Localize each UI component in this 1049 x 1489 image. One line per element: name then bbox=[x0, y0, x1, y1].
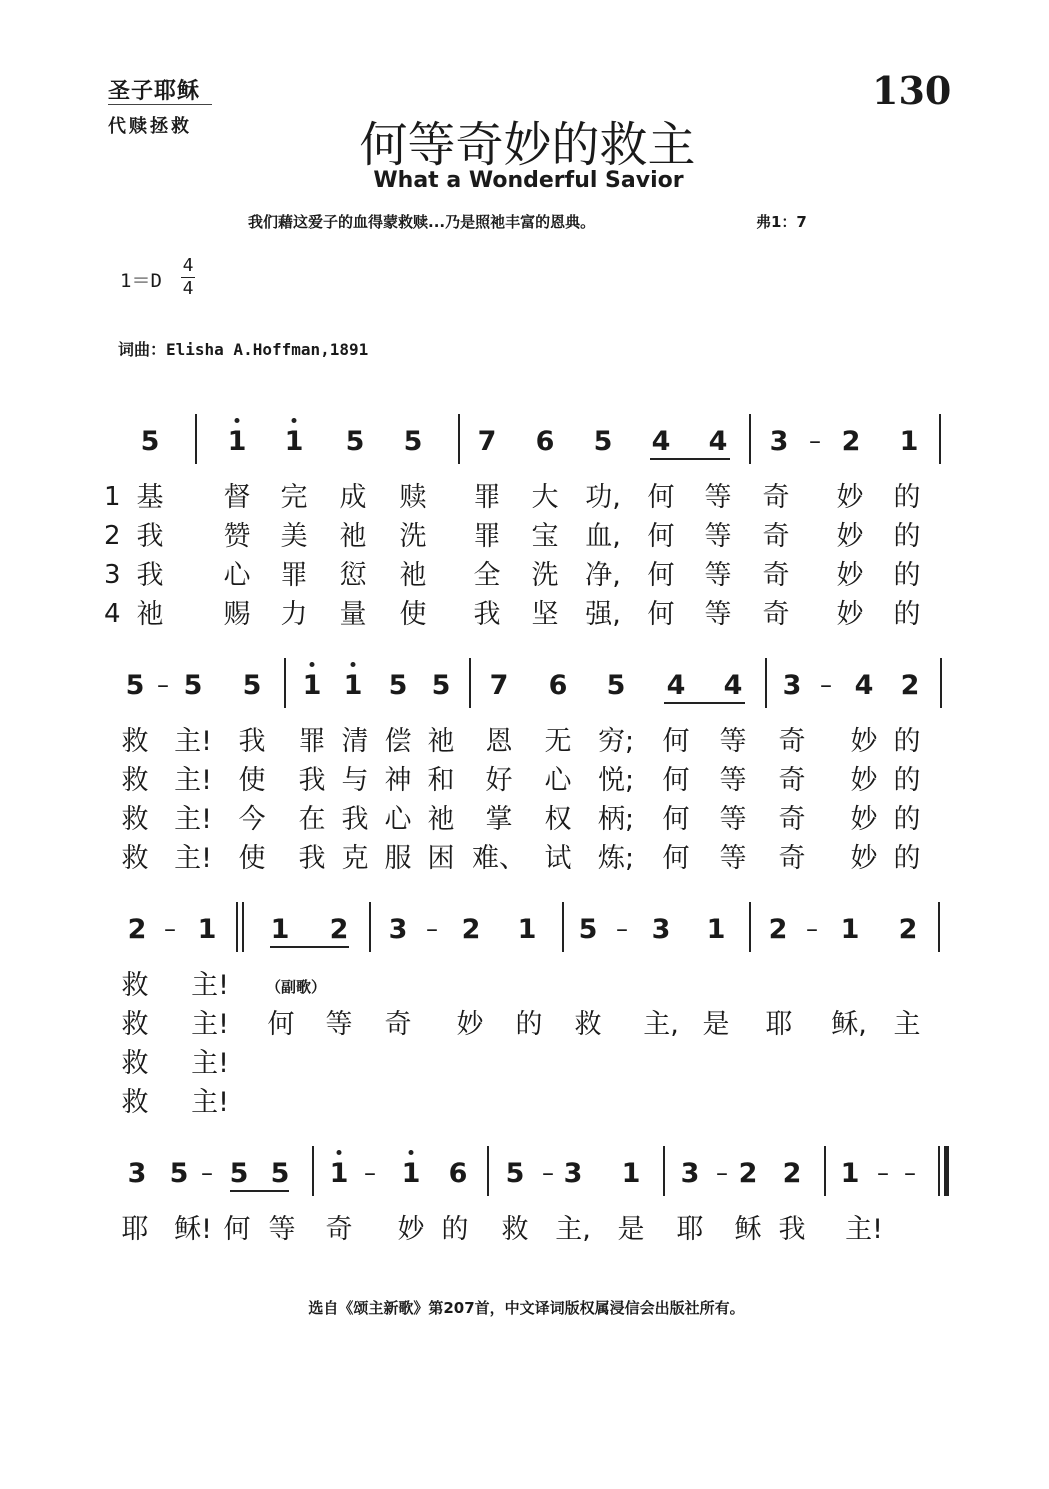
lyric-syllable: 主! bbox=[174, 843, 212, 874]
lyric-syllable: 美 bbox=[280, 521, 308, 552]
lyric-syllable: 稣 bbox=[734, 1214, 762, 1245]
lyric-syllable: 量 bbox=[339, 599, 367, 630]
lyric-syllable: 罪 bbox=[473, 482, 501, 513]
bar-line bbox=[824, 1146, 826, 1196]
lyric-syllable: 救 bbox=[121, 1009, 149, 1040]
bar-line bbox=[242, 902, 244, 952]
high-octave-dot bbox=[409, 1150, 414, 1155]
note: 2 bbox=[900, 670, 920, 701]
bar-line bbox=[765, 658, 767, 708]
bar-line bbox=[458, 414, 460, 464]
composer-credit: 词曲：Elisha A.Hoffman,1891 bbox=[118, 340, 369, 359]
lyric-syllable: 使 bbox=[238, 765, 266, 796]
bar-line bbox=[749, 414, 751, 464]
rest-dash: – bbox=[364, 1159, 376, 1187]
lyric-syllable: 赎 bbox=[399, 482, 427, 513]
bar-line bbox=[369, 902, 371, 952]
rest-dash: – bbox=[820, 671, 832, 699]
note: 1 bbox=[840, 1158, 860, 1189]
rest-dash: – bbox=[616, 915, 628, 943]
note: 2 bbox=[461, 914, 481, 945]
note: 2 bbox=[782, 1158, 802, 1189]
lyric-syllable: 等 bbox=[719, 765, 747, 796]
lyric-syllable: 罪 bbox=[280, 560, 308, 591]
lyric-syllable: 祂 bbox=[399, 560, 427, 591]
time-signature-top: 4 bbox=[182, 255, 194, 276]
lyric-syllable: 主! bbox=[191, 970, 229, 1001]
lyric-syllable: 等 bbox=[704, 599, 732, 630]
lyric-syllable: 救 bbox=[501, 1214, 529, 1245]
lyric-syllable: 何 bbox=[647, 599, 675, 630]
lyric-syllable: 无 bbox=[544, 726, 572, 757]
time-signature-bottom: 4 bbox=[182, 278, 194, 299]
note: 5 bbox=[270, 1158, 290, 1189]
lyric-syllable: 柄; bbox=[597, 804, 635, 835]
note: 2 bbox=[898, 914, 918, 945]
lyric-syllable: 何 bbox=[662, 804, 690, 835]
lyric-syllable: 妙 bbox=[850, 804, 878, 835]
lyric-syllable: 血, bbox=[585, 521, 621, 552]
lyric-syllable: 愆 bbox=[339, 560, 367, 591]
lyric-syllable: 主! bbox=[191, 1087, 229, 1118]
lyric-syllable: 恩 bbox=[485, 726, 513, 757]
lyric-syllable: 今 bbox=[238, 804, 266, 835]
bar-line bbox=[940, 658, 942, 708]
verse-number: 2 bbox=[104, 521, 121, 551]
note: 1 bbox=[343, 670, 363, 701]
lyric-syllable: 清 bbox=[341, 726, 369, 757]
scripture-reference: 弗1：7 bbox=[756, 213, 807, 231]
lyric-syllable: 的 bbox=[893, 765, 921, 796]
lyric-syllable: 功, bbox=[585, 482, 621, 513]
lyric-syllable: 我 bbox=[298, 843, 326, 874]
lyric-syllable: 在 bbox=[298, 804, 326, 835]
lyric-syllable: 妙 bbox=[836, 521, 864, 552]
lyric-syllable: 祂 bbox=[339, 521, 367, 552]
lyric-syllable: 困 bbox=[427, 843, 455, 874]
note: 5 bbox=[505, 1158, 525, 1189]
lyric-syllable: 强, bbox=[585, 599, 621, 630]
lyric-syllable: 救 bbox=[121, 1087, 149, 1118]
lyric-syllable: 我 bbox=[341, 804, 369, 835]
lyric-syllable: 救 bbox=[574, 1009, 602, 1040]
note: 1 bbox=[270, 914, 290, 945]
lyric-syllable: 宝 bbox=[531, 521, 559, 552]
verse-number: 3 bbox=[104, 560, 121, 590]
note: 5 bbox=[403, 426, 423, 457]
lyric-syllable: 救 bbox=[121, 843, 149, 874]
note: 3 bbox=[563, 1158, 583, 1189]
beam-underline bbox=[664, 702, 745, 704]
high-octave-dot bbox=[292, 418, 297, 423]
lyric-syllable: 难、 bbox=[472, 843, 526, 874]
note: 5 bbox=[606, 670, 626, 701]
beam-underline bbox=[270, 946, 349, 948]
note: 3 bbox=[680, 1158, 700, 1189]
lyric-syllable: 督 bbox=[223, 482, 251, 513]
lyric-syllable: 全 bbox=[473, 560, 501, 591]
lyric-syllable: 奇 bbox=[778, 726, 806, 757]
lyric-syllable: 奇 bbox=[762, 482, 790, 513]
chorus-label: （副歌） bbox=[266, 978, 327, 996]
bar-line bbox=[663, 1146, 665, 1196]
lyric-syllable: 主! bbox=[191, 1048, 229, 1079]
lyric-syllable: 的 bbox=[893, 843, 921, 874]
note: 1 bbox=[706, 914, 726, 945]
category-subtitle: 代赎拯救 bbox=[108, 116, 192, 137]
note: 5 bbox=[593, 426, 613, 457]
lyric-syllable: 奇 bbox=[762, 560, 790, 591]
lyric-syllable: 我 bbox=[298, 765, 326, 796]
note: 4 bbox=[854, 670, 874, 701]
note: 3 bbox=[127, 1158, 147, 1189]
high-octave-dot bbox=[310, 662, 315, 667]
lyric-syllable: 妙 bbox=[397, 1214, 425, 1245]
bar-line bbox=[284, 658, 286, 708]
lyric-syllable: 妙 bbox=[836, 560, 864, 591]
hymn-english-title: What a Wonderful Savior bbox=[373, 168, 684, 193]
lyric-syllable: 我 bbox=[136, 521, 164, 552]
lyric-syllable: 祂 bbox=[427, 726, 455, 757]
note: 5 bbox=[140, 426, 160, 457]
lyric-syllable: 奇 bbox=[325, 1214, 353, 1245]
note: 5 bbox=[345, 426, 365, 457]
note: 3 bbox=[782, 670, 802, 701]
lyric-syllable: 的 bbox=[893, 482, 921, 513]
lyric-syllable: 主, bbox=[555, 1214, 591, 1245]
bar-line bbox=[195, 414, 197, 464]
lyric-syllable: 耶 bbox=[121, 1214, 149, 1245]
lyric-syllable: 我 bbox=[473, 599, 501, 630]
lyric-syllable: 好 bbox=[485, 765, 513, 796]
note: 1 bbox=[840, 914, 860, 945]
high-octave-dot bbox=[351, 662, 356, 667]
note: 2 bbox=[329, 914, 349, 945]
lyric-syllable: 主! bbox=[174, 726, 212, 757]
rest-dash: – bbox=[716, 1159, 728, 1187]
lyric-syllable: 的 bbox=[441, 1214, 469, 1245]
lyric-syllable: 洗 bbox=[531, 560, 559, 591]
note: 1 bbox=[517, 914, 537, 945]
note: 1 bbox=[197, 914, 217, 945]
lyric-syllable: 救 bbox=[121, 970, 149, 1001]
lyric-syllable: 的 bbox=[893, 804, 921, 835]
note: 5 bbox=[242, 670, 262, 701]
bar-line bbox=[312, 1146, 314, 1196]
note: 7 bbox=[477, 426, 497, 457]
lyric-syllable: 掌 bbox=[485, 804, 513, 835]
lyric-syllable: 洗 bbox=[399, 521, 427, 552]
rest-dash: – bbox=[904, 1159, 916, 1187]
note: 5 bbox=[229, 1158, 249, 1189]
lyric-syllable: 奇 bbox=[762, 521, 790, 552]
lyric-syllable: 奇 bbox=[778, 843, 806, 874]
lyric-syllable: 主! bbox=[191, 1009, 229, 1040]
note: 1 bbox=[227, 426, 247, 457]
lyric-syllable: 等 bbox=[719, 726, 747, 757]
lyric-syllable: 心 bbox=[384, 804, 412, 835]
lyric-syllable: 完 bbox=[280, 482, 308, 513]
lyric-syllable: 何 bbox=[647, 521, 675, 552]
rest-dash: – bbox=[426, 915, 438, 943]
lyric-syllable: 与 bbox=[341, 765, 369, 796]
note: 2 bbox=[768, 914, 788, 945]
note: 5 bbox=[169, 1158, 189, 1189]
rest-dash: – bbox=[809, 427, 821, 455]
lyric-syllable: 基 bbox=[136, 482, 164, 513]
lyric-syllable: 大 bbox=[531, 482, 559, 513]
lyric-syllable: 神 bbox=[384, 765, 412, 796]
note: 1 bbox=[329, 1158, 349, 1189]
lyric-syllable: 等 bbox=[704, 521, 732, 552]
lyric-syllable: 使 bbox=[399, 599, 427, 630]
lyric-syllable: 穷; bbox=[597, 726, 635, 757]
lyric-syllable: 的 bbox=[515, 1009, 543, 1040]
lyric-syllable: 妙 bbox=[850, 726, 878, 757]
bar-line bbox=[939, 414, 941, 464]
lyric-syllable: 祂 bbox=[136, 599, 164, 630]
high-octave-dot bbox=[337, 1150, 342, 1155]
note: 2 bbox=[841, 426, 861, 457]
verse-number: 4 bbox=[104, 599, 121, 629]
note: 5 bbox=[431, 670, 451, 701]
rest-dash: – bbox=[201, 1159, 213, 1187]
copyright-footer: 选自《颂主新歌》第207首，中文译词版权属浸信会出版社所有。 bbox=[308, 1299, 745, 1317]
note: 3 bbox=[769, 426, 789, 457]
note: 1 bbox=[284, 426, 304, 457]
note: 2 bbox=[127, 914, 147, 945]
lyric-syllable: 坚 bbox=[531, 599, 559, 630]
lyric-syllable: 耶 bbox=[676, 1214, 704, 1245]
lyric-syllable: 炼; bbox=[597, 843, 635, 874]
note: 4 bbox=[666, 670, 686, 701]
lyric-syllable: 我 bbox=[238, 726, 266, 757]
lyric-syllable: 妙 bbox=[836, 599, 864, 630]
note: 6 bbox=[448, 1158, 468, 1189]
lyric-syllable: 等 bbox=[325, 1009, 353, 1040]
lyric-syllable: 救 bbox=[121, 765, 149, 796]
lyric-syllable: 妙 bbox=[456, 1009, 484, 1040]
lyric-syllable: 悦; bbox=[597, 765, 635, 796]
note: 1 bbox=[401, 1158, 421, 1189]
lyric-syllable: 罪 bbox=[298, 726, 326, 757]
lyric-syllable: 偿 bbox=[384, 726, 412, 757]
note: 5 bbox=[183, 670, 203, 701]
lyric-syllable: 等 bbox=[268, 1214, 296, 1245]
lyric-syllable: 的 bbox=[893, 726, 921, 757]
lyric-syllable: 心 bbox=[223, 560, 251, 591]
note: 6 bbox=[535, 426, 555, 457]
category-title: 圣子耶稣 bbox=[108, 78, 201, 104]
bar-line bbox=[938, 1146, 940, 1196]
lyric-syllable: 我 bbox=[136, 560, 164, 591]
lyric-syllable: 稣, bbox=[831, 1009, 867, 1040]
lyric-syllable: 等 bbox=[704, 560, 732, 591]
note: 7 bbox=[489, 670, 509, 701]
scripture-quote: 我们藉这爱子的血得蒙救赎...乃是照祂丰富的恩典。 bbox=[248, 213, 596, 231]
lyric-syllable: 服 bbox=[384, 843, 412, 874]
lyric-syllable: 主 bbox=[893, 1009, 921, 1040]
note: 5 bbox=[578, 914, 598, 945]
note: 4 bbox=[708, 426, 728, 457]
beam-underline bbox=[650, 458, 730, 460]
lyric-syllable: 的 bbox=[893, 521, 921, 552]
beam-underline bbox=[230, 1190, 289, 1192]
lyric-syllable: 祂 bbox=[427, 804, 455, 835]
lyric-syllable: 救 bbox=[121, 726, 149, 757]
bar-line bbox=[749, 902, 751, 952]
lyric-syllable: 奇 bbox=[762, 599, 790, 630]
note: 3 bbox=[651, 914, 671, 945]
lyric-syllable: 奇 bbox=[384, 1009, 412, 1040]
lyric-syllable: 赞 bbox=[223, 521, 251, 552]
lyric-syllable: 试 bbox=[544, 843, 572, 874]
note: 1 bbox=[302, 670, 322, 701]
bar-line bbox=[236, 902, 238, 952]
note: 5 bbox=[388, 670, 408, 701]
rest-dash: – bbox=[157, 671, 169, 699]
lyric-syllable: 等 bbox=[719, 843, 747, 874]
lyric-syllable: 奇 bbox=[778, 765, 806, 796]
lyric-syllable: 克 bbox=[341, 843, 369, 874]
lyric-syllable: 何 bbox=[647, 560, 675, 591]
key-signature: 1＝D bbox=[120, 270, 162, 292]
lyric-syllable: 的 bbox=[893, 599, 921, 630]
verse-number: 1 bbox=[104, 482, 121, 512]
lyric-syllable: 救 bbox=[121, 804, 149, 835]
bar-line bbox=[469, 658, 471, 708]
lyric-syllable: 罪 bbox=[473, 521, 501, 552]
lyric-syllable: 奇 bbox=[778, 804, 806, 835]
note: 1 bbox=[621, 1158, 641, 1189]
lyric-syllable: 权 bbox=[544, 804, 572, 835]
lyric-syllable: 净, bbox=[585, 560, 621, 591]
lyric-syllable: 等 bbox=[704, 482, 732, 513]
lyric-syllable: 何 bbox=[662, 843, 690, 874]
lyric-syllable: 主! bbox=[174, 804, 212, 835]
note: 1 bbox=[899, 426, 919, 457]
lyric-syllable: 等 bbox=[719, 804, 747, 835]
lyric-syllable: 妙 bbox=[850, 843, 878, 874]
lyric-syllable: 赐 bbox=[223, 599, 251, 630]
lyric-syllable: 主, bbox=[643, 1009, 679, 1040]
note: 5 bbox=[125, 670, 145, 701]
note: 3 bbox=[388, 914, 408, 945]
lyric-syllable: 我 bbox=[778, 1214, 806, 1245]
lyric-syllable: 何 bbox=[647, 482, 675, 513]
rest-dash: – bbox=[164, 915, 176, 943]
lyric-syllable: 和 bbox=[427, 765, 455, 796]
lyric-syllable: 何 bbox=[267, 1009, 295, 1040]
lyric-syllable: 力 bbox=[280, 599, 308, 630]
lyric-syllable: 妙 bbox=[836, 482, 864, 513]
note: 2 bbox=[738, 1158, 758, 1189]
lyric-syllable: 耶 bbox=[765, 1009, 793, 1040]
rest-dash: – bbox=[542, 1159, 554, 1187]
note: 4 bbox=[651, 426, 671, 457]
lyric-syllable: 主! bbox=[845, 1214, 883, 1245]
note: 6 bbox=[548, 670, 568, 701]
lyric-syllable: 心 bbox=[544, 765, 572, 796]
bar-line bbox=[938, 902, 940, 952]
lyric-syllable: 的 bbox=[893, 560, 921, 591]
lyric-syllable: 成 bbox=[339, 482, 367, 513]
high-octave-dot bbox=[235, 418, 240, 423]
bar-line bbox=[944, 1146, 949, 1196]
lyric-syllable: 何 bbox=[662, 726, 690, 757]
rest-dash: – bbox=[877, 1159, 889, 1187]
hymn-title: 何等奇妙的救主 bbox=[359, 117, 696, 173]
hymn-number: 130 bbox=[872, 68, 952, 113]
lyric-syllable: 稣! bbox=[174, 1214, 212, 1245]
lyric-syllable: 何 bbox=[223, 1214, 251, 1245]
lyric-syllable: 主! bbox=[174, 765, 212, 796]
lyric-syllable: 是 bbox=[702, 1009, 730, 1040]
bar-line bbox=[562, 902, 564, 952]
bar-line bbox=[487, 1146, 489, 1196]
lyric-syllable: 救 bbox=[121, 1048, 149, 1079]
lyric-syllable: 妙 bbox=[850, 765, 878, 796]
note: 4 bbox=[723, 670, 743, 701]
lyric-syllable: 是 bbox=[617, 1214, 645, 1245]
lyric-syllable: 何 bbox=[662, 765, 690, 796]
lyric-syllable: 使 bbox=[238, 843, 266, 874]
rest-dash: – bbox=[806, 915, 818, 943]
